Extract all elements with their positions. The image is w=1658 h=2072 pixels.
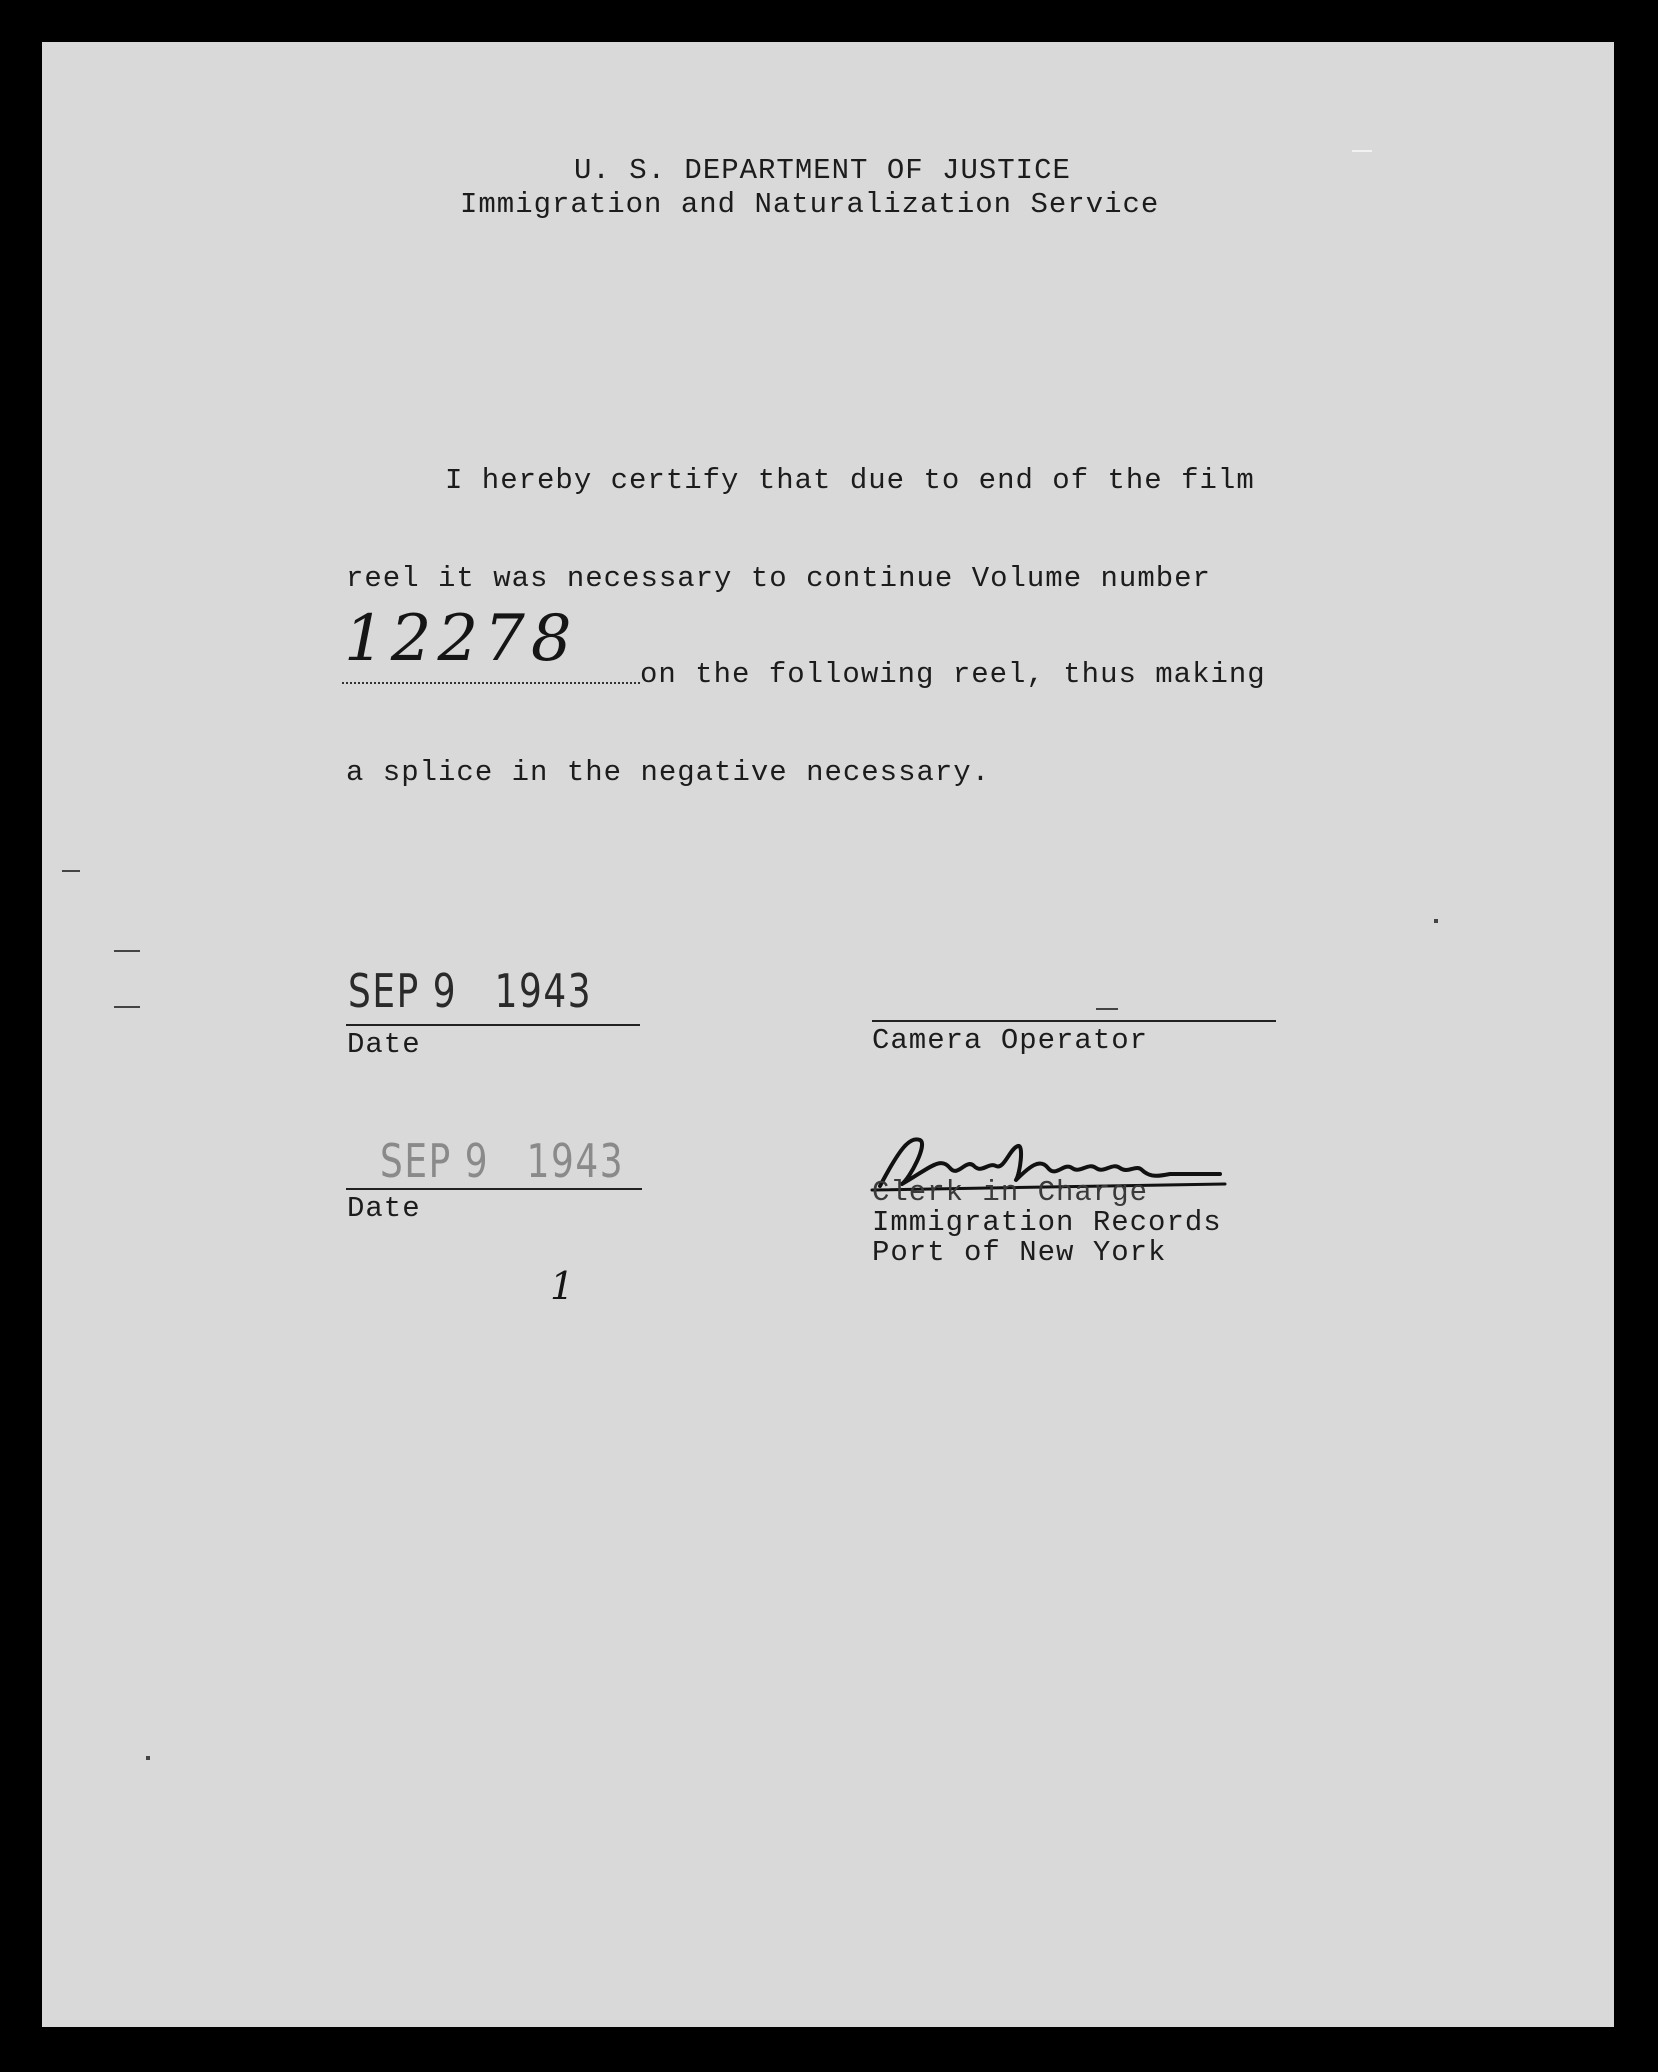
date-label-1: Date bbox=[347, 1028, 421, 1061]
date-label-2: Date bbox=[347, 1192, 421, 1225]
clerk-title-line-3: Port of New York bbox=[872, 1236, 1167, 1269]
certification-line-2: reel it was necessary to continue Volume number bbox=[346, 562, 1211, 595]
certification-line-4: a splice in the negative necessary. bbox=[346, 756, 991, 789]
clerk-title-line-2: Immigration Records bbox=[872, 1206, 1222, 1239]
date-line-2 bbox=[346, 1188, 642, 1190]
service-heading: Immigration and Naturalization Service bbox=[460, 188, 1160, 221]
margin-mark bbox=[1096, 1008, 1118, 1010]
dust-speck bbox=[1352, 150, 1372, 152]
certification-line-1: I hereby certify that due to end of the film bbox=[445, 464, 1255, 497]
clerk-title-line-1: Clerk in Charge bbox=[872, 1176, 1149, 1209]
agency-heading: U. S. DEPARTMENT OF JUSTICE bbox=[574, 154, 1071, 187]
stray-pencil-mark: 1 bbox=[550, 1264, 581, 1308]
date-stamp-1-year: 1943 bbox=[494, 964, 593, 1018]
date-stamp-2 bbox=[380, 1134, 624, 1188]
volume-number-line bbox=[342, 682, 640, 684]
date-stamp-2-year: 1943 bbox=[526, 1134, 625, 1188]
margin-mark bbox=[114, 1006, 140, 1008]
camera-operator-line bbox=[872, 1020, 1276, 1022]
certificate-page bbox=[42, 42, 1614, 2027]
margin-mark bbox=[62, 870, 80, 872]
certification-line-3: on the following reel, thus making bbox=[640, 658, 1266, 691]
margin-mark bbox=[114, 950, 140, 952]
volume-number-handwritten: 12278 bbox=[344, 602, 578, 676]
date-stamp-2-month-day: SEP 9 bbox=[380, 1134, 490, 1188]
date-line-1 bbox=[346, 1024, 640, 1026]
dust-speck bbox=[146, 1756, 150, 1760]
dust-speck bbox=[1434, 919, 1438, 923]
camera-operator-label: Camera Operator bbox=[872, 1024, 1149, 1057]
date-stamp-1 bbox=[348, 964, 592, 1018]
date-stamp-1-month-day: SEP 9 bbox=[348, 964, 458, 1018]
